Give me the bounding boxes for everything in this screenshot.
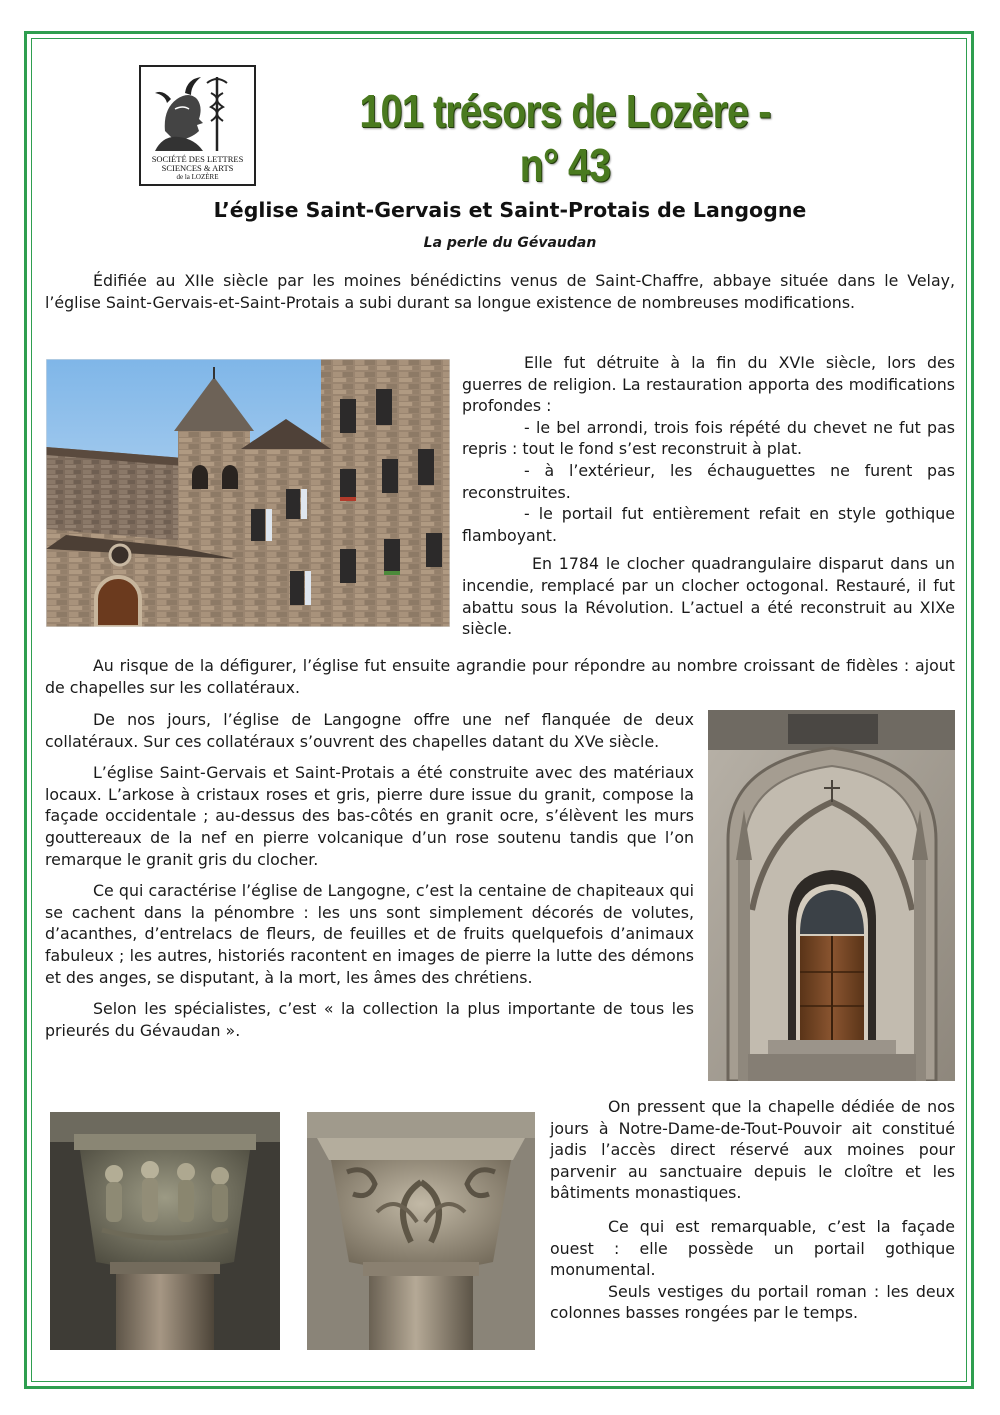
paragraph-chapelle: On pressent que la chapelle dédiée de nos jours à Notre-Dame-de-Tout-Pouvoir ait constitué jadis l’accès direct réservé aux moines pour parvenir au sanctuaire depuis le cloître et les bâtiments monastiques. bbox=[550, 1097, 955, 1203]
photo-church-exterior bbox=[46, 359, 450, 627]
text-block-materials bbox=[45, 709, 694, 1041]
bullet-portail: - le portail fut entièrement refait en style gothique flamboyant. bbox=[462, 504, 955, 545]
paragraph-chapiteaux: Ce qui caractérise l’église de Langogne, c’est la centaine de chapiteaux qui se cachent dans la pénombre : les uns sont simplement décorés de volutes, d’acanthes, d’entrelacs de fleurs, de feuilles et de fruits quelquefois d’animaux fabuleux ; les autres, historiés racontent en images de pierre la lutte des démons et des anges, se disputant, à la mort, les âmes des chrétiens. bbox=[45, 881, 694, 987]
bullet-chevet: - le bel arrondi, trois fois répété du chevet ne fut pas repris : tout le fond s’est reconstruit à plat. bbox=[462, 417, 955, 459]
logo-line-3: de la LOZÈRE bbox=[176, 173, 219, 181]
bullet-echauguettes: - à l’extérieur, les échauguettes ne furent pas reconstruites. bbox=[462, 460, 955, 502]
text-block-chapelle bbox=[550, 1096, 955, 1324]
paragraph-materiaux: L’église Saint-Gervais et Saint-Protais a été construite avec des matériaux locaux. L’arkose à cristaux roses et gris, pierre dure issue du granit, compose la façade occidentale ; au-dessus des bas-côtés en granit ocre, s’élèvent les murs gouttereaux de la nef en pierre volcanique d’un rose soutenu tandis que l’on remarque le granit gris du clocher. bbox=[45, 763, 694, 869]
text-block-restoration bbox=[462, 352, 955, 640]
logo-caption bbox=[141, 155, 254, 182]
paragraph-nef: De nos jours, l’église de Langogne offre une nef flanquée de deux collatéraux. Sur ces collatéraux s’ouvrent des chapelles datant du XVe siècle. bbox=[45, 710, 694, 751]
photo-capital-foliage bbox=[307, 1112, 535, 1350]
page-title: 101 trésors de Lozère - n° 43 bbox=[359, 85, 771, 191]
logo-line-2: SCIENCES & ARTS bbox=[161, 163, 234, 173]
paragraph-vestiges: Seuls vestiges du portail roman : les deux colonnes basses rongées par le temps. bbox=[550, 1281, 955, 1323]
photo-gothic-portal bbox=[708, 710, 955, 1081]
hermes-emblem-icon bbox=[145, 69, 250, 153]
paragraph-clocher: En 1784 le clocher quadrangulaire disparut dans un incendie, remplacé par un clocher octogonal. Restauré, il fut abattu sous la Révolution. L’actuel a été reconstruit au XIXe siècle. bbox=[462, 554, 955, 639]
paragraph-destruction: Elle fut détruite à la fin du XVIe siècle, lors des guerres de religion. La restauration apporta des modifications profondes : bbox=[462, 353, 955, 416]
society-logo bbox=[139, 65, 256, 186]
article-subtitle: L’église Saint-Gervais et Saint-Protais de Langogne bbox=[213, 198, 807, 222]
photo-capital-historiated bbox=[50, 1112, 280, 1350]
paragraph-agrandie: Au risque de la défigurer, l’église fut ensuite agrandie pour répondre au nombre croissant de fidèles : ajout de chapelles sur les collatéraux. bbox=[45, 656, 955, 697]
paragraph-facade: Ce qui est remarquable, c’est la façade ouest : elle possède un portail gothique monumental. bbox=[550, 1216, 955, 1280]
paragraph-intro: Édifiée au XIIe siècle par les moines bénédictins venus de Saint-Chaffre, abbaye située dans le Velay, l’église Saint-Gervais-et-Saint-Protais a subi durant sa longue existence de nombreuses modifications. bbox=[45, 271, 955, 312]
logo-line-1: SOCIÉTÉ DES LETTRES bbox=[151, 154, 244, 164]
article-tagline: La perle du Gévaudan bbox=[423, 235, 597, 251]
paragraph-collection: Selon les spécialistes, c’est « la collection la plus importante de tous les prieurés du Gévaudan ». bbox=[45, 999, 694, 1040]
